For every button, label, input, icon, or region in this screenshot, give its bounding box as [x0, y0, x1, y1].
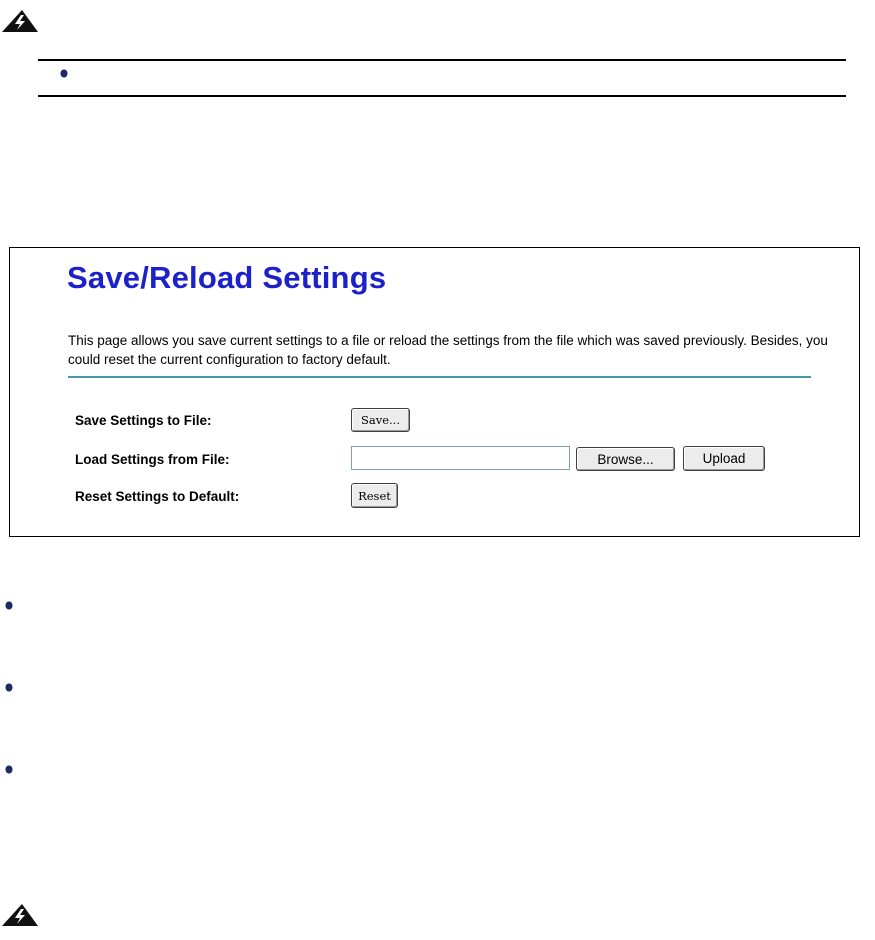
page-title: Save/Reload Settings	[67, 260, 387, 295]
save-reload-settings-panel	[9, 247, 860, 537]
page-description: This page allows you save current settings to a file or reload the settings from the file which was saved previously. Besides, you could reset the current configuration to factory default.	[68, 333, 828, 367]
bullet-icon	[61, 70, 67, 77]
load-settings-label: Load Settings from File:	[75, 452, 230, 467]
section-divider	[68, 376, 811, 378]
bullet-icon	[6, 766, 12, 773]
warning-bolt-icon	[2, 9, 38, 33]
reset-button[interactable]: Reset	[351, 483, 398, 508]
note-top-rule	[38, 59, 846, 61]
save-settings-label: Save Settings to File:	[75, 413, 212, 428]
upload-button[interactable]: Upload	[683, 446, 765, 471]
save-button[interactable]: Save...	[351, 408, 410, 432]
bullet-icon	[6, 684, 12, 691]
reset-settings-label: Reset Settings to Default:	[75, 489, 240, 504]
browse-button[interactable]: Browse...	[576, 447, 675, 471]
warning-bolt-icon	[2, 903, 38, 927]
note-bottom-rule	[38, 95, 846, 97]
settings-file-input[interactable]	[351, 446, 570, 470]
bullet-icon	[6, 602, 12, 609]
